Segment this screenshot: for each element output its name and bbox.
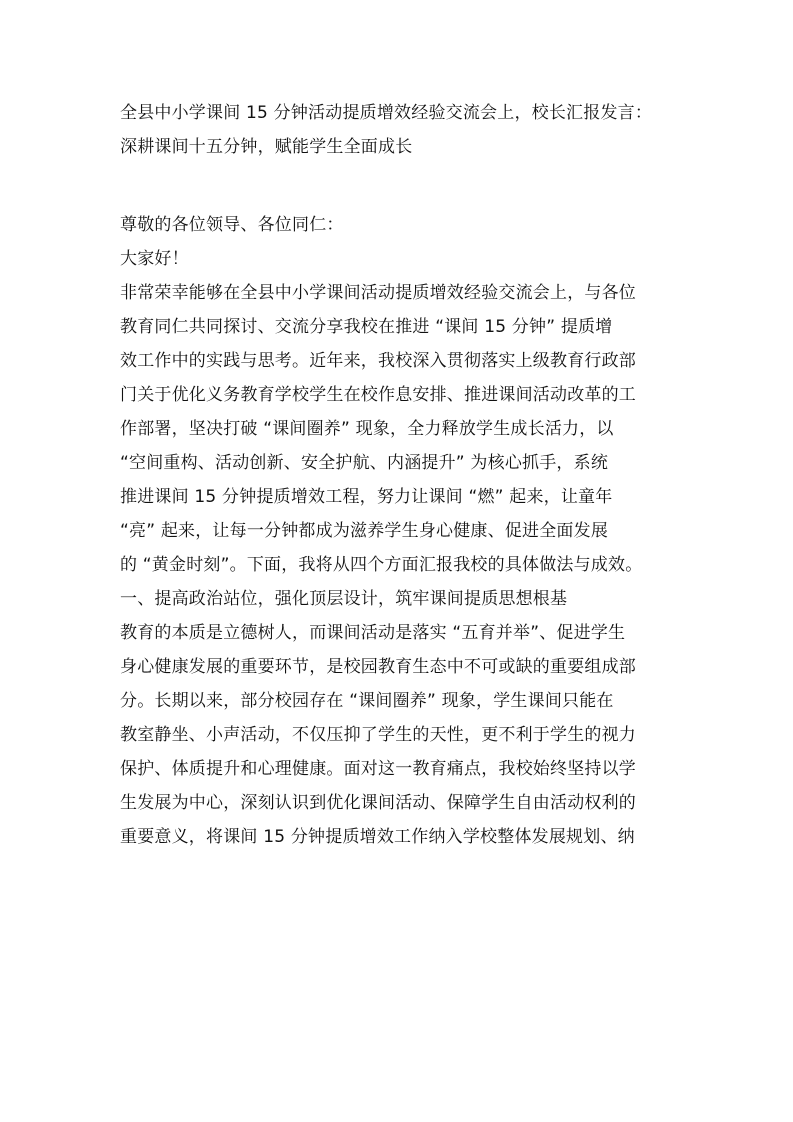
paragraph-line: 保护、体质提升和心理健康。面对这一教育痛点，我校始终坚持以学 bbox=[120, 759, 636, 779]
paragraph-line: 作部署，坚决打破 “课间圈养” 现象，全力释放学生成长活力，以 bbox=[120, 419, 614, 439]
paragraph-intro bbox=[120, 276, 680, 582]
salutation: 尊敬的各位领导、各位同仁： bbox=[120, 215, 344, 235]
paragraph-line: “亮” 起来，让每一分钟都成为滋养学生身心健康、促进全面发展 bbox=[120, 521, 609, 541]
document-body bbox=[120, 96, 680, 854]
paragraph-line: 教育的本质是立德树人，而课间活动是落实 “五育并举”、促进学生 bbox=[120, 623, 626, 643]
paragraph-line: “空间重构、活动创新、安全护航、内涵提升” 为核心抓手，系统 bbox=[120, 453, 609, 473]
paragraph-line: 效工作中的实践与思考。近年来，我校深入贯彻落实上级教育行政部 bbox=[120, 351, 636, 371]
paragraph-line: 非常荣幸能够在全县中小学课间活动提质增效经验交流会上，与各位 bbox=[120, 283, 636, 303]
title-line: 深耕课间十五分钟，赋能学生全面成长 bbox=[120, 137, 413, 157]
title-line: 全县中小学课间 15 分钟活动提质增效经验交流会上，校长汇报发言： bbox=[120, 103, 653, 123]
greeting: 大家好！ bbox=[120, 249, 189, 269]
paragraph-line: 身心健康发展的重要环节，是校园教育生态中不可或缺的重要组成部 bbox=[120, 657, 636, 677]
paragraph-line: 教育同仁共同探讨、交流分享我校在推进 “课间 15 分钟” 提质增 bbox=[120, 317, 613, 337]
paragraph-section-1 bbox=[120, 616, 680, 854]
paragraph-line: 教室静坐、小声活动，不仅压抑了学生的天性，更不利于学生的视力 bbox=[120, 725, 636, 745]
paragraph-line: 重要意义，将课间 15 分钟提质增效工作纳入学校整体发展规划、纳 bbox=[120, 827, 635, 847]
paragraph-line: 门关于优化义务教育学校学生在校作息安排、推进课间活动改革的工 bbox=[120, 385, 636, 405]
paragraph-line: 推进课间 15 分钟提质增效工程，努力让课间 “燃” 起来，让童年 bbox=[120, 487, 613, 507]
paragraph-line: 的 “黄金时刻”。下面，我将从四个方面汇报我校的具体做法与成效。 bbox=[120, 555, 643, 575]
paragraph-line: 生发展为中心，深刻认识到优化课间活动、保障学生自由活动权利的 bbox=[120, 793, 636, 813]
blank-line bbox=[120, 164, 680, 208]
section-heading: 一、提高政治站位，强化顶层设计，筑牢课间提质思想根基 bbox=[120, 589, 568, 609]
paragraph-line: 分。长期以来，部分校园存在 “课间圈养” 现象，学生课间只能在 bbox=[120, 691, 614, 711]
document-title bbox=[120, 96, 680, 164]
